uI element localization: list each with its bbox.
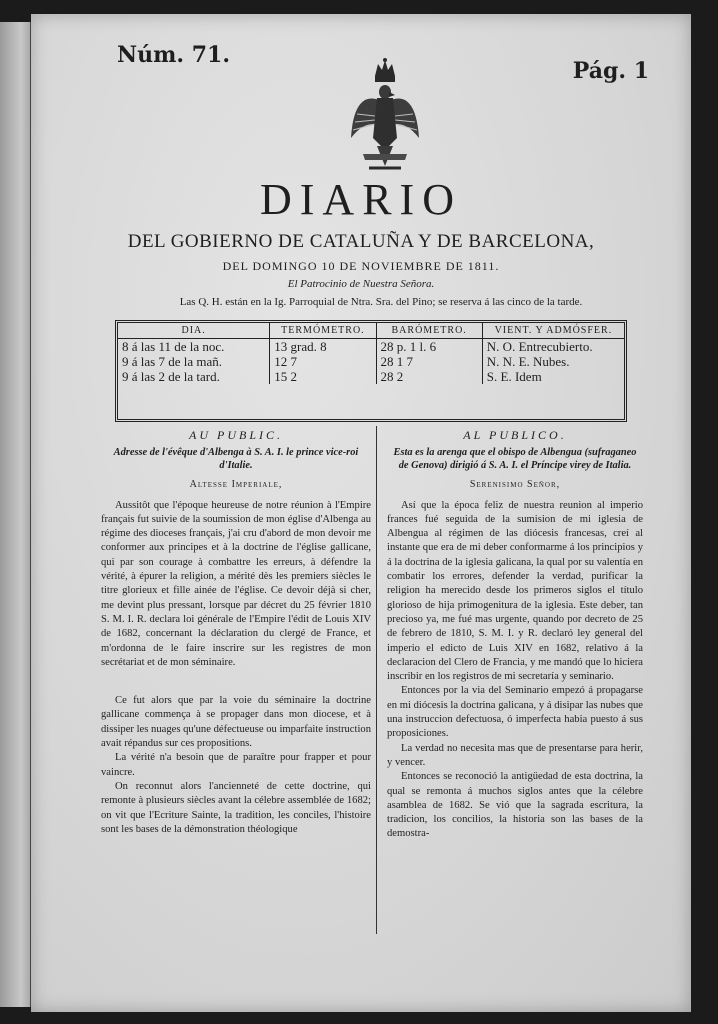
imperial-eagle-icon [349,58,421,176]
previous-page-edge [0,22,31,1007]
patron-line: El Patrocinio de Nuestra Señora. [287,278,435,290]
french-paragraph: Ce fut alors que par la voie du séminaire la doctrine gallicane commença à se propager dans mon diocese, et à dissiper les nuages qu'une défectueuse ou imparfaite instruction avait répandus sur ces propositions. [101,695,371,750]
weather-viento: S. E. Idem [486,369,542,384]
french-paragraph: On reconnut alors l'ancienneté de cette doctrine, qui remonte à plusieurs siècles avant la célebre assemblée de 1682; on vit que l'Ecriture Sainte, la tradition, les conciles, l'histoire sont les bases de la démonstration théologique [101,780,371,835]
weather-header-row [118,323,624,339]
spanish-column [387,422,643,842]
issue-date: DEL DOMINGO 10 DE NOVIEMBRE DE 1811. [222,259,500,273]
french-column [101,422,371,837]
column-divider [376,426,377,934]
weather-baro: 28 p. 1 l. 6 [376,339,482,355]
french-address: Adresse de l'évêque d'Albenga à S. A. I. le prince vice-roi d'Italie. [113,447,359,472]
weather-dia: 9 á las 2 de la tard. [118,369,270,384]
spanish-paragraph: La verdad no necesita mas que de presentarse para herir, y vencer. [387,742,643,768]
weather-table [115,320,627,422]
weather-dia: 9 á las 7 de la mañ. [118,354,270,369]
french-paragraph: La vérité n'a besoin que de paraître pour frapper et pour vaincre. [101,752,371,778]
french-heading: AU PUBLIC. [189,428,283,442]
newspaper-subtitle: DEL GOBIERNO DE CATALUÑA Y DE BARCELONA, [127,231,595,252]
weather-row [118,369,624,384]
weather-termo: 12 7 [270,354,376,369]
header-termometro: TERMÓMETRO. [270,323,376,339]
weather-baro: 28 2 [376,369,482,384]
weather-termo: 13 grad. 8 [270,339,376,355]
weather-row [118,339,624,355]
weather-termo: 15 2 [270,369,376,384]
page-number: Pág. 1 [572,58,649,84]
french-paragraph: Aussitôt que l'époque heureuse de notre réunion à l'Empire français fut suivie de la soumission de mon église d'Albenga au régime des dioceses français, j'ai cru d'abord de mon devoir me conformer aux principes et à la doctrine de l'église gallicane, qui par son courage à combattre les erreurs, à défendre la vérité, à épurer la religion, a mérité dès les premiers siècles le titre glorieux et fille ainée de l'église. Ce devoir déjà si cher, me devint plus pressant, lorsque par décret du 25 février 1810 S. M. I. R. declara loi générale de l'Empire l'édit de Louis XIV de 1682, concernant la déclaration du clergé de France, et m'ordonna de le faire inscrire sur les registres de mon secrétariat et de mon séminaire. [101,499,371,668]
spanish-salutation: Serenisimo Señor, [469,479,561,491]
spanish-paragraph: Así que la época feliz de nuestra reunion al imperio frances fué seguida de la sumision de mi iglesia de Albengua al régimen de las diócesis francesas, creí al instante que era de mi deber conformarme á los principios y á la doctrina de la iglesia galicana, la qual por su valentía en combatir los errores, defender la verdad, purificar la religion ha merecido desde los primeros siglos el título glorioso de hija primogenitura de la iglesia. Este deber, tan precioso ya, me fué mas urgente, quando por decreto de 25 de febrero de 1810, S. M. I. y R. declaró ley general del imperio el edicto de Luis XIV en 1682, relativo á la declaracion del Clero de Francia, y me mandó que lo hiciera inscribir en los registros de mi secretaría y seminario. [387,499,643,683]
weather-viento: N. O. Entrecubierto. [486,339,593,354]
spanish-heading: AL PUBLICO. [463,428,567,442]
french-salutation: Altesse Imperiale, [189,479,283,491]
issue-number: Núm. 71. [117,42,230,68]
weather-viento: N. N. E. Nubes. [486,354,570,369]
newspaper-title: DIARIO [260,175,462,224]
weather-dia: 8 á las 11 de la noc. [118,339,270,355]
spanish-paragraph: Entonces se reconoció la antigüedad de esta doctrina, la qual se remonta á muchos siglos antes que la célebre asamblea de 1682. Se vió que la sagrada escritura, la tradicion, los concilios, la historia son las bases de la demostra- [387,771,643,840]
spanish-address: Esta es la arenga que el obispo de Albengua (sufraganeo de Genova) dirigió á S. A. I. el Príncipe virey de Italia. [393,447,637,472]
header-barometro: BARÓMETRO. [376,323,482,339]
newspaper-page [31,14,691,1012]
header-viento: VIENT. Y ADMÓSFER. [482,323,624,339]
weather-baro: 28 1 7 [376,354,482,369]
church-notice: Las Q. H. están en la Ig. Parroquial de Ntra. Sra. del Pino; se reserva á las cinco de la tarde. [179,296,583,308]
weather-row [118,354,624,369]
header-dia: DIA. [118,323,270,339]
spanish-paragraph: Entonces por la via del Seminario empezó á propagarse en mi diócesis la doctrina galicana, y á disipar las nubes que una instruccion defectuosa, ó imperfecta habia puesto á sus proposiciones. [387,685,643,740]
